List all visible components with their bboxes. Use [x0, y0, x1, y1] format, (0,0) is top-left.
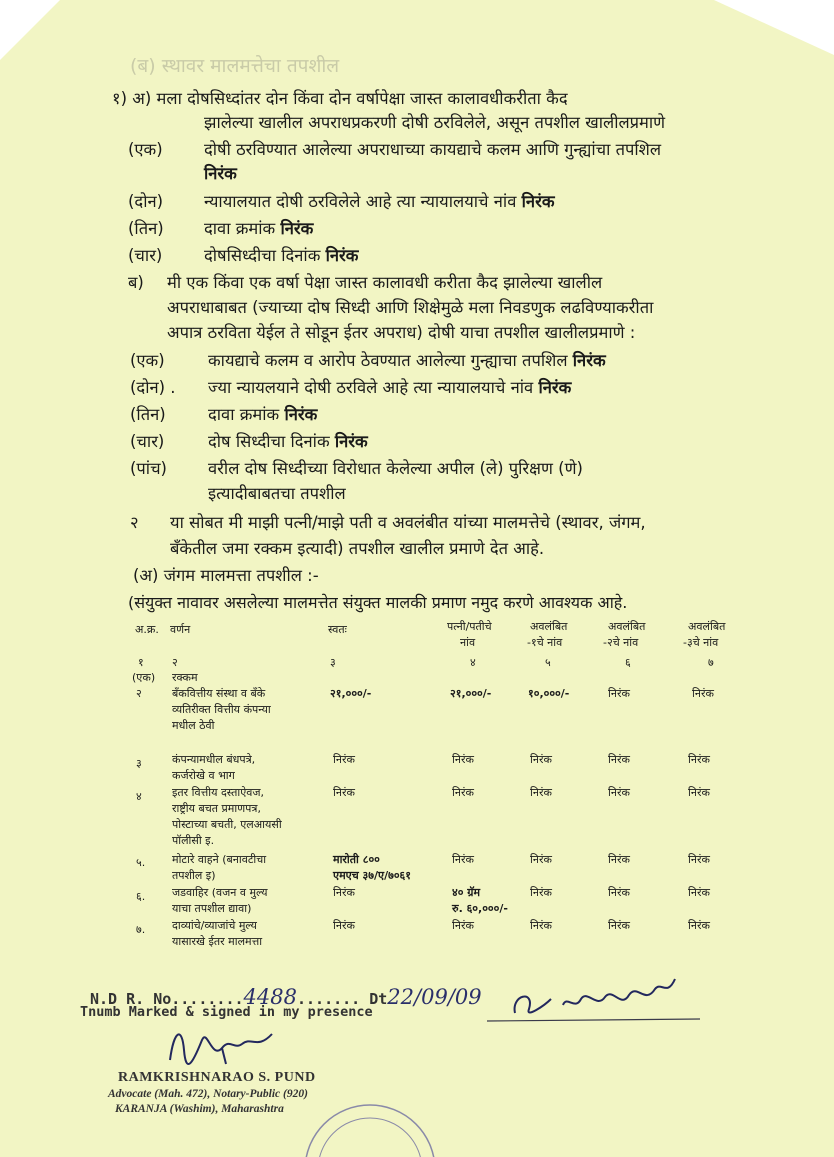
item-b-text: मी एक किंवा एक वर्षा पेक्षा जास्त कालावधी करीता कैद झालेल्या खालील [167, 273, 603, 292]
b-text-5: वरील दोष सिध्दीच्या विरोधात केलेल्या अपील (ले) पुरिक्षण (णे) [208, 459, 583, 478]
ndr-date: 22/09/09 [387, 985, 482, 1009]
cell-dep1: निरंक [530, 853, 552, 866]
cell-dep2: निरंक [608, 753, 630, 766]
col-header-dep3: अवलंबित [688, 620, 726, 633]
b-text-3: दावा क्रमांक निरंक [208, 405, 318, 424]
cell-dep3: निरंक [692, 687, 714, 700]
sub-label-1: (एक) [128, 140, 163, 159]
col-num: २ [172, 656, 178, 669]
cell-dep3: निरंक [688, 753, 710, 766]
b-text-1: कायद्याचे कलम व आरोप ठेवण्यात आलेल्या गुन्ह्याचा तपशिल निरंक [208, 351, 606, 370]
sub-text-4: दोषसिध्दीचा दिनांक निरंक [204, 246, 359, 265]
cell-spouse: निरंक [452, 919, 474, 932]
cell-dep2: निरंक [608, 919, 630, 932]
col-num: ३ [330, 656, 336, 669]
cell-self: निरंक [333, 753, 355, 766]
item-b-cont-1: अपराधाबाबत (ज्याच्या दोष सिध्दी आणि शिक्षेमुळे मला निवडणुक लढविण्याकरीता [167, 298, 654, 317]
cell-self: निरंक [333, 886, 355, 899]
col-header-sr: अ.क्र. [135, 623, 159, 636]
b-text-2: ज्या न्यायलयाने दोषी ठरविले आहे त्या न्यायालयाचे नांव निरंक [208, 378, 572, 397]
row-desc: पॉलीसी इ. [172, 834, 215, 847]
cell-dep2: निरंक [608, 687, 630, 700]
cell-spouse: ४० ग्रॅम [452, 886, 481, 899]
cell-spouse: निरंक [452, 753, 474, 766]
item-1-a: १) अ) मला दोषसिध्दांतर दोन किंवा दोन वर्षापेक्षा जास्त कालावधीकरीता कैद [112, 89, 568, 108]
notary-name: RAMKRISHNARAO S. PUND [118, 1070, 316, 1085]
b-text-4: दोष सिध्दीचा दिनांक निरंक [208, 432, 368, 451]
row-desc: कंपन्यामधील बंधपत्रे, [172, 753, 256, 766]
b-label-4: (चार) [130, 432, 165, 451]
cell-self: २१,०००/- [330, 687, 372, 700]
cell-dep3: निरंक [688, 919, 710, 932]
col-num: ६ [625, 656, 631, 669]
cell-dep3: निरंक [688, 853, 710, 866]
cell-spouse: २१,०००/- [450, 687, 492, 700]
sub-text-2: न्यायालयात दोषी ठरविलेले आहे त्या न्यायालयाचे नांव निरंक [204, 192, 555, 211]
cell-dep1: निरंक [530, 753, 552, 766]
item-2-text: या सोबत मी माझी पत्नी/माझे पती व अवलंबीत यांच्या मालमत्तेचे (स्थावर, जंगम, [170, 513, 646, 532]
cell-dep1: निरंक [530, 886, 552, 899]
cell-dep2: निरंक [608, 786, 630, 799]
col-num: ४ [470, 656, 476, 669]
b-text-5-cont: इत्यादीबाबतचा तपशील [208, 484, 346, 503]
cell-self: निरंक [333, 919, 355, 932]
col-num: १ [138, 656, 144, 669]
row-num: (एक) [132, 671, 156, 684]
cell-spouse: निरंक [452, 853, 474, 866]
col-header-dep3-name: -३चे नांव [683, 636, 719, 649]
row-desc: राष्ट्रीय बचत प्रमाणपत्र, [172, 802, 261, 815]
col-num: ५ [545, 656, 551, 669]
item-2-label: २ [130, 513, 139, 532]
notary-address: KARANJA (Washim), Maharashtra [115, 1103, 284, 1115]
thumb-marked-text: Tnumb Marked & signed in my presence [80, 1004, 373, 1020]
signature-underline [485, 1018, 705, 1024]
row-desc: पोस्टाच्या बचती, एलआयसी [172, 818, 282, 831]
cell-spouse: निरंक [452, 786, 474, 799]
row-num: २ [136, 687, 142, 700]
row-desc: तपशील इ) [172, 869, 216, 882]
item-b-label: ब) [128, 273, 144, 292]
cell-dep3: निरंक [688, 886, 710, 899]
cell-self-reg: एमएच ३७/ए/७०६१ [333, 869, 411, 882]
row-desc: मधील ठेवी [172, 719, 215, 732]
row-desc: मोटारे वाहने (बनावटीचा [172, 853, 267, 866]
sub-label-3: (तिन) [128, 219, 164, 238]
b-label-3: (तिन) [130, 405, 166, 424]
row-desc: इतर वित्तीय दस्ताऐवज, [172, 786, 265, 799]
row-desc: याचा तपशील द्यावा) [172, 902, 252, 915]
movable-heading: (अ) जंगम मालमत्ता तपशील :- [133, 566, 319, 585]
row-num: ७. [136, 923, 146, 936]
col-header-dep2-name: -२चे नांव [603, 636, 639, 649]
ndr-number: 4488 [243, 985, 297, 1009]
col-header-dep1: अवलंबित [530, 620, 568, 633]
cell-dep2: निरंक [608, 886, 630, 899]
bleed-through-heading: (ब) स्थावर मालमत्तेचा तपशील [130, 55, 340, 77]
cell-dep1: निरंक [530, 919, 552, 932]
col-header-dep1-name: -१चे नांव [527, 636, 563, 649]
sub-text-1: दोषी ठरविण्यात आलेल्या अपराधाच्या कायद्याचे कलम आणि गुन्ह्यांचा तपशिल [204, 140, 662, 159]
col-header-desc: वर्णन [170, 623, 191, 636]
ndr-line: N.D R. No........4488....... Dt22/09/09 [90, 985, 482, 1009]
row-num: ६. [136, 890, 146, 903]
notary-seal [300, 1130, 440, 1157]
nil-value: निरंक [204, 164, 237, 183]
row-desc: जडवाहिर (वजन व मुल्य [172, 886, 268, 899]
b-label-5: (पांच) [130, 459, 167, 478]
b-label-2: (दोन) . [130, 378, 176, 397]
row-num: ३ [136, 757, 142, 770]
sub-label-2: (दोन) [128, 192, 164, 211]
joint-note: (संयुक्त नावावर असलेल्या मालमत्तेत संयुक्त मालकी प्रमाण नमुद करणे आवश्यक आहे. [128, 593, 628, 612]
col-num: ७ [708, 656, 714, 669]
col-header-self: स्वतः [328, 623, 347, 636]
row-num: ४ [136, 790, 142, 803]
row-desc: कर्जरोखे व भाग [172, 769, 235, 782]
cell-spouse-value: रु. ६०,०००/- [452, 902, 508, 915]
cell-dep1: निरंक [530, 786, 552, 799]
cell-dep1: १०,०००/- [528, 687, 570, 700]
row-desc: रक्कम [172, 671, 198, 684]
cell-dep3: निरंक [688, 786, 710, 799]
item-b-cont-2: अपात्र ठरविता येईल ते सोडून ईतर अपराध) दोषी याचा तपशील खालीलप्रमाणे : [167, 323, 636, 342]
row-desc: बँकवित्तीय संस्था व बँके [172, 687, 266, 700]
item-2-cont: बँकेतील जमा रक्कम इत्यादी) तपशील खालील प्रमाणे देत आहे. [170, 539, 545, 558]
cell-self: मारोती ८०० [333, 853, 380, 866]
row-num: ५. [136, 856, 146, 869]
folded-corner [0, 0, 60, 60]
item-1-a-cont: झालेल्या खालील अपराधप्रकरणी दोषी ठरविलेले, असून तपशील खालीलप्रमाणे [204, 113, 666, 132]
b-label-1: (एक) [130, 351, 165, 370]
notary-designation: Advocate (Mah. 472), Notary-Public (920) [108, 1088, 308, 1100]
col-header-spouse: पत्नी/पतीचे [447, 620, 492, 633]
sub-label-4: (चार) [128, 246, 163, 265]
sub-text-3: दावा क्रमांक निरंक [204, 219, 314, 238]
col-header-spouse-name: नांव [460, 636, 476, 649]
row-desc: दाव्यांचे/व्याजांचे मुल्य [172, 919, 257, 932]
page-edge [714, 0, 834, 55]
col-header-dep2: अवलंबित [608, 620, 646, 633]
row-desc: व्यतिरीक्त वित्तीय कंपन्या [172, 703, 271, 716]
cell-dep2: निरंक [608, 853, 630, 866]
notary-signature [162, 1020, 302, 1070]
cell-self: निरंक [333, 786, 355, 799]
row-desc: यासारखे ईतर मालमत्ता [172, 935, 263, 948]
